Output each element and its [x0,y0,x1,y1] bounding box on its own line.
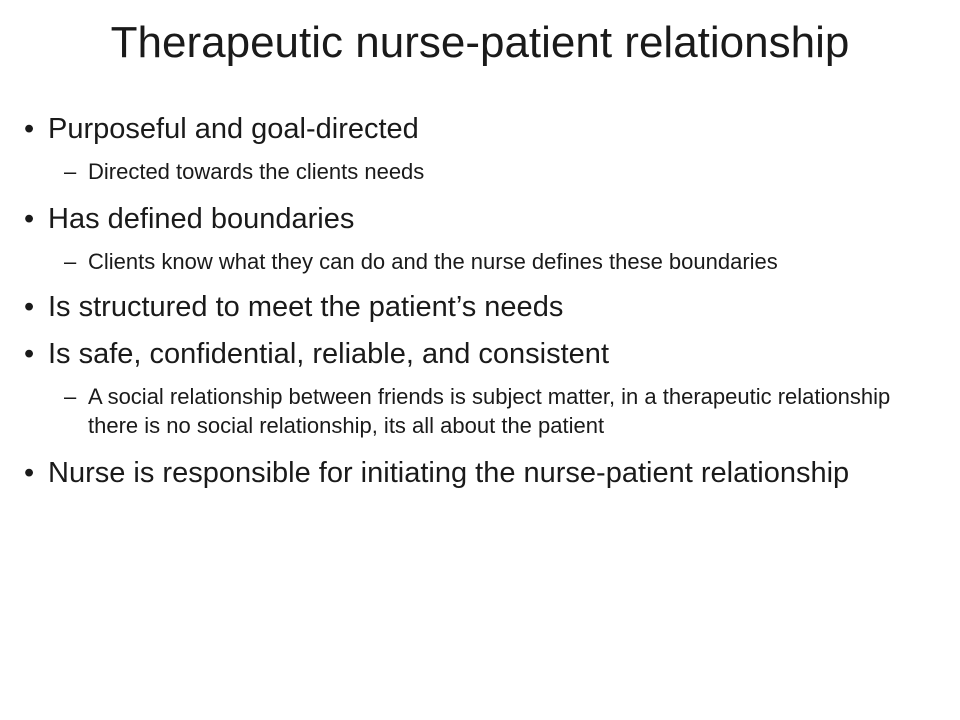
sub-bullet-item: – Clients know what they can do and the nurse defines these boundaries [24,247,920,276]
bullet-text: Has defined boundaries [48,203,355,235]
bullet-text: Is structured to meet the patient’s needs [48,291,564,323]
sub-bullet-list [48,247,944,276]
bullet-item [24,202,944,276]
sub-bullet-list [48,157,944,186]
bullet-text: Is safe, confidential, reliable, and consistent [48,338,609,370]
sub-bullet-item: – Directed towards the clients needs [24,157,920,186]
slide-title: Therapeutic nurse-patient relationship [110,18,850,67]
bullet-list [24,112,944,509]
bullet-item [24,456,944,491]
bullet-item [24,337,944,440]
bullet-item [24,290,944,325]
sub-bullet-item: – A social relationship between friends is subject matter, in a therapeutic relationship there is no social relationship, its all about the patient [24,382,920,440]
bullet-text: Nurse is responsible for initiating the nurse-patient relationship [48,457,850,489]
sub-bullet-list [48,382,944,440]
bullet-text: Purposeful and goal-directed [48,113,419,145]
bullet-item [24,112,944,186]
